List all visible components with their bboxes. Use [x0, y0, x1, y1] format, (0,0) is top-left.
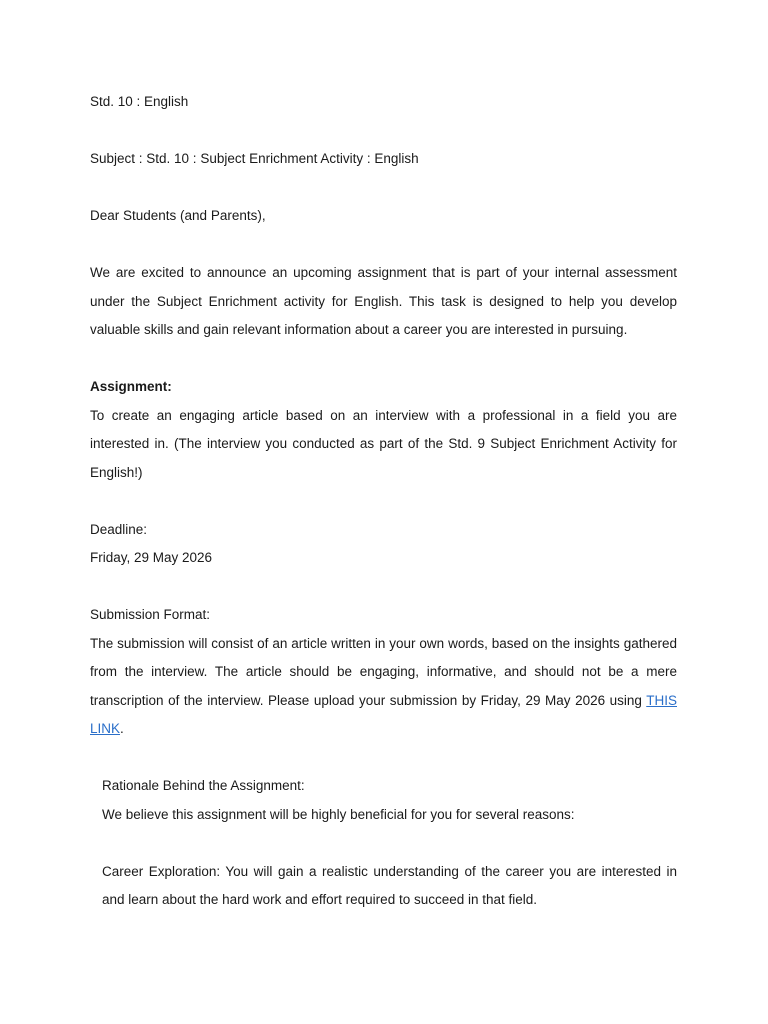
deadline-heading: Deadline:	[90, 521, 148, 537]
spacer	[90, 573, 677, 602]
spacer	[102, 829, 677, 858]
assignment-text: To create an engaging article based on an interview with a professional in a field you are interested in. (The interview you conducted as part of the Std. 9 Subject Enrichment Activity for English!)	[90, 407, 677, 480]
spacer	[90, 231, 677, 260]
spacer	[90, 744, 677, 773]
rationale-intro: We believe this assignment will be highly beneficial for you for several reasons:	[102, 806, 575, 822]
rationale-section	[90, 772, 677, 915]
submission-text	[90, 630, 677, 744]
subject-line: Subject : Std. 10 : Subject Enrichment Activity : English	[90, 151, 419, 166]
spacer	[90, 345, 677, 374]
assignment-heading: Assignment:	[90, 379, 172, 394]
submission-text-end: .	[120, 721, 124, 736]
document-body	[90, 88, 677, 915]
rationale-point: Career Exploration: You will gain a realistic understanding of the career you are interested in and learn about the hard work and effort required to succeed in that field.	[102, 863, 677, 907]
submission-heading: Submission Format:	[90, 607, 211, 622]
intro-paragraph: We are excited to announce an upcoming assignment that is part of your internal assessment under the Subject Enrichment activity for English. This task is designed to help you develop valuable skills and gain relevant information about a career you are interested in pursuing.	[90, 265, 677, 337]
salutation: Dear Students (and Parents),	[90, 208, 266, 223]
rationale-heading: Rationale Behind the Assignment:	[102, 778, 305, 793]
header-line: Std. 10 : English	[90, 94, 189, 109]
spacer	[90, 174, 677, 203]
submission-text-main: The submission will consist of an article written in your own words, based on the insights gathered from the interview. The article should be engaging, informative, and should not be a mere transcription of the interview. Please upload your submission by Friday, 29 May 2026 using	[90, 635, 677, 708]
submission-link[interactable]: THIS LINK	[90, 692, 677, 736]
spacer	[90, 117, 677, 146]
spacer	[90, 487, 677, 516]
deadline-date: Friday, 29 May 2026	[90, 550, 213, 565]
